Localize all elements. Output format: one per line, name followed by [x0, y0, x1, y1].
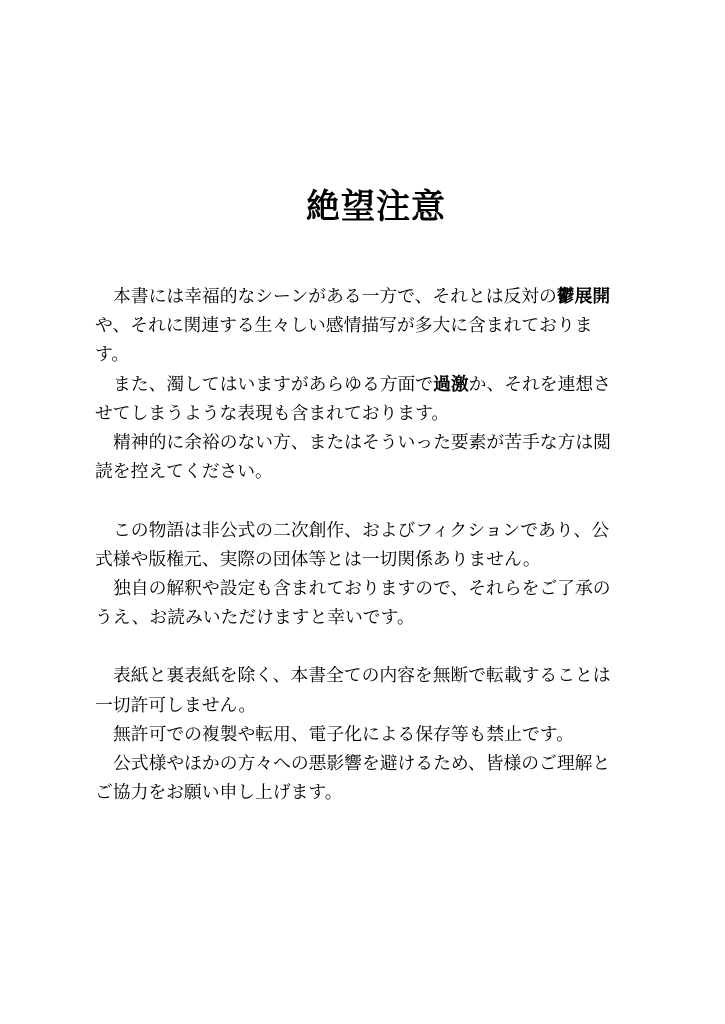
- paragraph-line: 精神的に余裕のない方、またはそういった要素が苦手な方は閲: [113, 431, 611, 453]
- text-run: また、濁してはいますがあらゆる方面で: [113, 373, 434, 395]
- paragraph-line: [95, 282, 640, 311]
- paragraph-spacer: [95, 486, 640, 515]
- paragraph-line: [95, 370, 640, 399]
- text-run: 本書には幸福的なシーンがある一方で、それとは反対の: [113, 286, 557, 307]
- paragraph-line: 式様や版権元、実際の団体等とは一切関係ありません。: [95, 548, 541, 570]
- emphasized-text: 過激: [433, 373, 469, 395]
- paragraph-line: うえ、お読みいただけますと幸いです。: [95, 607, 415, 629]
- paragraph-line: 一切許可しません。: [95, 694, 257, 716]
- paragraph-line: せてしまうような表現も含まれております。: [95, 402, 450, 424]
- paragraph-line: 公式様やほかの方々への悪影響を避けるため、皆様のご理解と: [113, 753, 611, 774]
- paragraph-spacer: [95, 632, 640, 661]
- paragraph-line: この物語は非公式の二次創作、およびフィクションであり、公: [113, 519, 610, 541]
- paragraph-line: ご協力をお願い申し上げます。: [95, 782, 343, 804]
- notice-body: [95, 282, 640, 807]
- text-run: か、それを連想さ: [468, 373, 611, 395]
- paragraph-line: 表紙と裏表紙を除く、本書全ての内容を無断で転載することは: [113, 665, 611, 687]
- page-title: 絶望注意: [306, 187, 446, 227]
- paragraph-line: や、それに関連する生々しい感情描写が多大に含まれておりま: [95, 315, 593, 337]
- paragraph-line: 読を控えてください。: [95, 461, 273, 483]
- paragraph-line: 無許可での複製や転用、電子化による保存等も禁止です。: [113, 723, 574, 745]
- paragraph-line: す。: [95, 344, 130, 366]
- emphasized-text: 鬱展開: [556, 286, 611, 307]
- paragraph-line: 独自の解釈や設定も含まれておりますので、それらをご了承の: [113, 577, 611, 599]
